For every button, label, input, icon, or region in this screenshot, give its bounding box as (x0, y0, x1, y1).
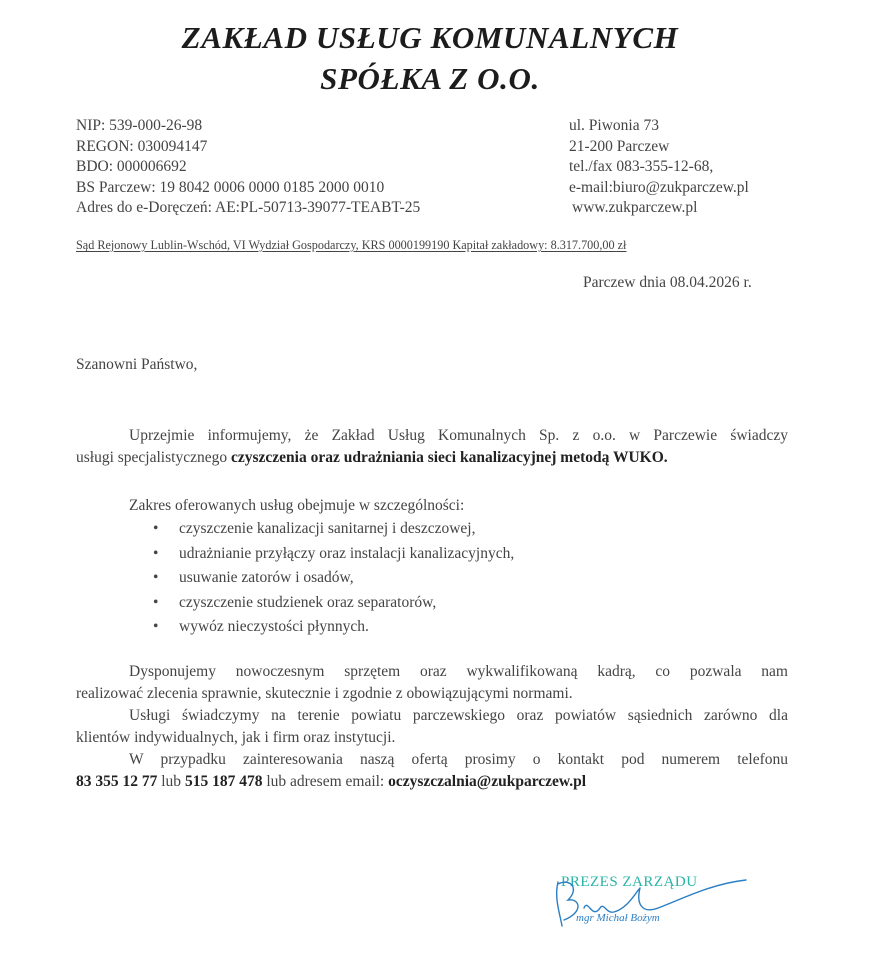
area-line1: Usługi świadczymy na terenie powiatu parczewskiego oraz powiatów sąsiednich zarówno dla (129, 707, 788, 724)
bullet-icon: • (153, 618, 159, 635)
phone-fax: tel./fax 083-355-12-68, (569, 158, 714, 175)
bdo: BDO: 000006692 (76, 158, 187, 175)
or-text-1: lub (157, 773, 185, 790)
list-item (153, 517, 514, 542)
street-address: ul. Piwonia 73 (569, 117, 659, 134)
list-item (153, 591, 514, 616)
list-item-text: czyszczenie studzienek oraz separatorów, (179, 593, 437, 611)
offer-heading: Zakres oferowanych usług obejmuje w szczególności: (129, 497, 465, 514)
list-item (153, 566, 514, 591)
letter-date: Parczew dnia 08.04.2026 r. (583, 274, 752, 291)
regon: REGON: 030094147 (76, 137, 208, 155)
company-info-block (76, 116, 420, 219)
equipment-line1: Dysponujemy nowoczesnym sprzętem oraz wykwalifikowaną kadrą, co pozwala nam (129, 663, 788, 680)
contact-line2 (76, 771, 788, 793)
signatory-name: mgr Michał Bożym (576, 912, 660, 924)
contact-line1: W przypadku zainteresowania naszą ofertą prosimy o kontakt pod numerem telefonu (129, 751, 788, 768)
list-item-text: udrażnianie przyłączy oraz instalacji kanalizacyjnych, (179, 544, 515, 562)
list-item-text: wywóz nieczystości płynnych. (179, 618, 369, 635)
e-delivery-address: Adres do e-Doręczeń: AE:PL-50713-39077-TEABT-25 (76, 199, 421, 216)
nip: NIP: 539-000-26-98 (76, 117, 203, 134)
bullet-icon: • (153, 544, 159, 562)
website: www.zukparczew.pl (572, 199, 698, 216)
bank-account: BS Parczew: 19 8042 0006 0000 0185 2000 0010 (76, 178, 385, 196)
phone-number-1: 83 355 12 77 (76, 773, 158, 790)
intro-service-bold: czyszczenia oraz udrażniania sieci kanalizacyjnej metodą WUKO. (230, 449, 668, 466)
intro-line2 (76, 447, 788, 469)
list-item (153, 542, 514, 567)
intro-text: usługi specjalistycznego (76, 449, 231, 466)
signature-title-stamp: PREZES ZARZĄDU (561, 874, 698, 890)
area-line2: klientów indywidualnych, jak i firm oraz instytucji. (76, 729, 396, 746)
equipment-line2: realizować zlecenia sprawnie, skutecznie i zgodnie z obowiązującymi normami. (76, 685, 573, 702)
handwritten-signature (540, 868, 760, 938)
contact-block (569, 116, 749, 219)
closing-paragraphs (76, 661, 788, 793)
postal-address: 21-200 Parczew (569, 137, 670, 155)
intro-line1: Uprzejmie informujemy, że Zakład Usług Komunalnych Sp. z o.o. w Parczewie świadczy (129, 427, 788, 444)
list-item-text: czyszczenie kanalizacji sanitarnej i deszczowej, (179, 520, 476, 537)
contact-email: e-mail:biuro@zukparczew.pl (569, 178, 749, 196)
company-name-line2: SPÓŁKA Z O.O. (320, 61, 540, 96)
list-item-text: usuwanie zatorów i osadów, (179, 569, 354, 586)
offer-list (153, 517, 514, 640)
bullet-icon: • (153, 520, 159, 537)
bullet-icon: • (153, 569, 159, 586)
bullet-icon: • (153, 593, 159, 611)
company-name-line1: ZAKŁAD USŁUG KOMUNALNYCH (181, 20, 679, 55)
or-text-2: lub adresem email: (262, 773, 389, 790)
intro-paragraph (76, 425, 788, 469)
court-registry-line: Sąd Rejonowy Lublin-Wschód, VI Wydział Gospodarczy, KRS 0000199190 Kapitał zakładowy: 8.317.700,00 zł (76, 238, 627, 252)
list-item (153, 615, 514, 640)
contact-email-bold: oczyszczalnia@zukparczew.pl (388, 773, 587, 790)
salutation: Szanowni Państwo, (76, 356, 198, 373)
phone-number-2: 515 187 478 (184, 773, 263, 790)
